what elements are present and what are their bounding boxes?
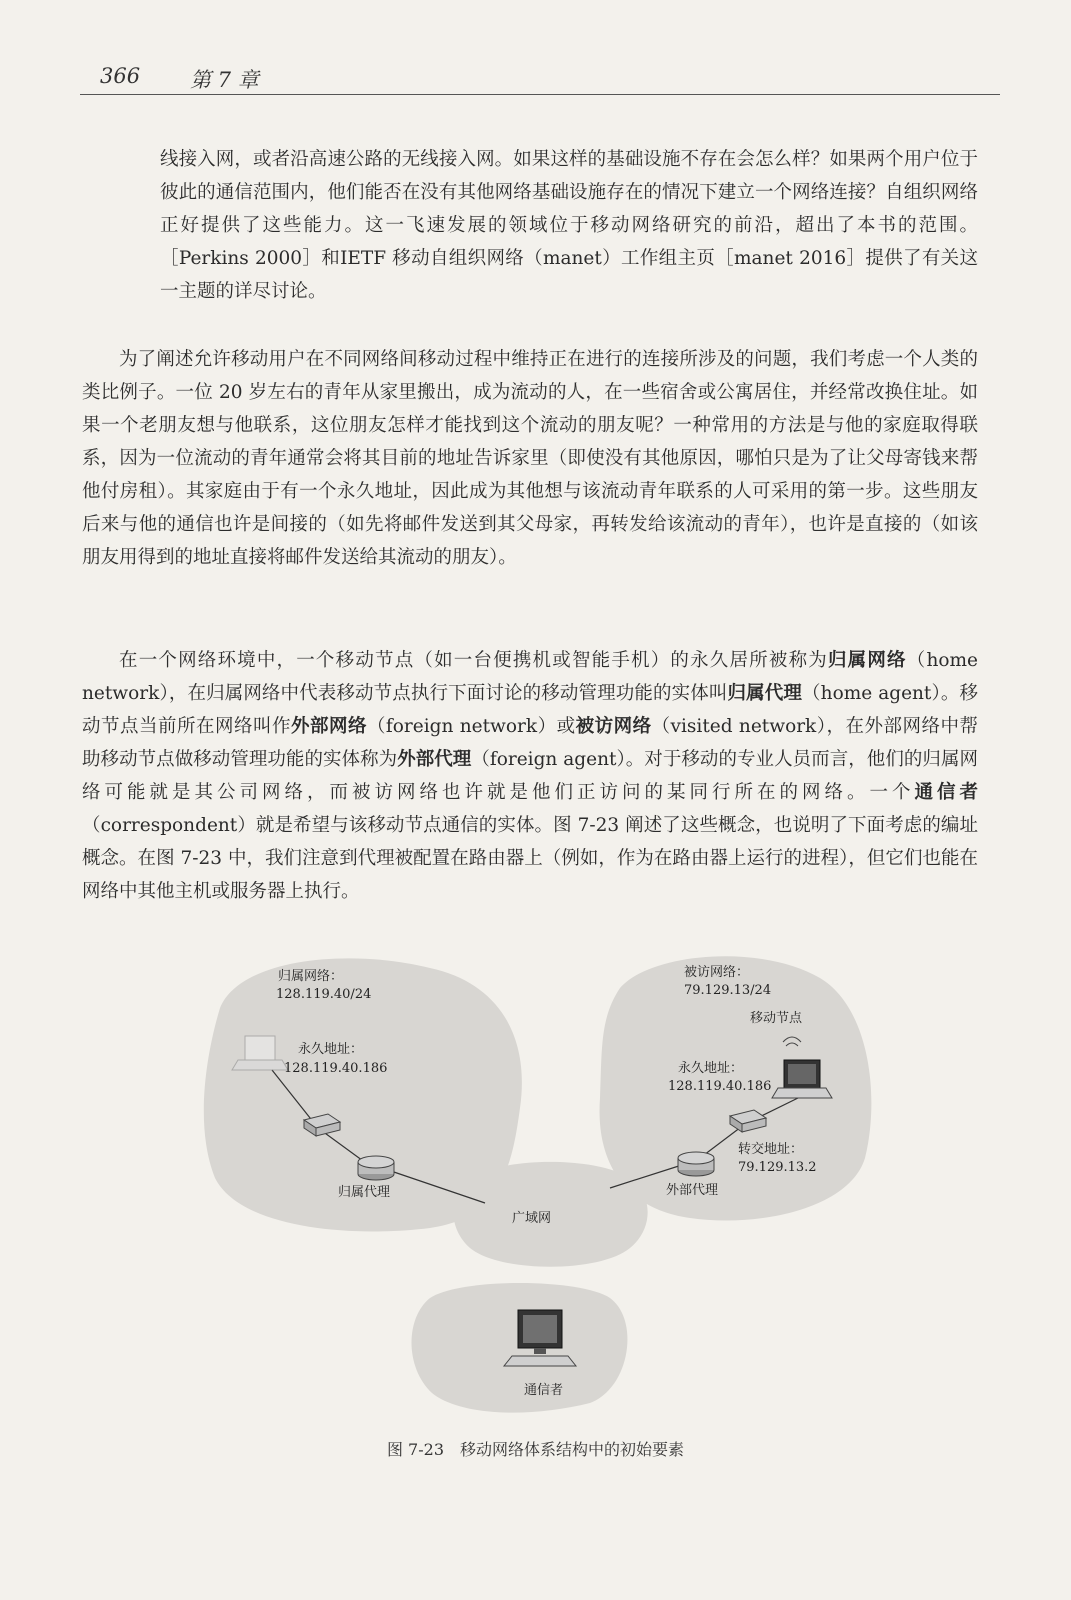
text-segment: （foreign agent）。对于移动的专业人员而言，他们的归属网络可能就是其公司网络，而被访网络也许就是他们正访问的某同行所在的网络。一个 [82,749,978,803]
paragraph-definitions [82,644,978,908]
mobile-node-label: 移动节点 [750,1011,803,1026]
chapter-title: 第 7 章 [190,68,259,92]
foreign-agent-label: 外部代理 [666,1183,719,1198]
paragraph-analogy: 为了阐述允许移动用户在不同网络间移动过程中维持正在进行的连接所涉及的问题，我们考虑一个人类的类比例子。一位 20 岁左右的青年从家里搬出，成为流动的人，在一些宿舍或公寓居住，并经常改换住址。如果一个老朋友想与他联系，这位朋友怎样才能找到这个流动的朋友呢？一种常用的方法是与他的家庭取得联系，因为一位流动的青年通常会将其目前的地址告诉家里（即使没有其他原因，哪怕只是为了让父母寄钱来帮他付房租）。其家庭由于有一个永久地址，因此成为其他想与该流动青年联系的人可采用的第一步。这些朋友后来与他的通信也许是间接的（如先将邮件发送到其父母家，再转发给该流动的青年），也许是直接的（如该朋友用得到的地址直接将邮件发送给其流动的朋友）。 [82,349,978,568]
correspondent-label: 通信者 [524,1383,564,1398]
text-segment: （foreign network）或 [366,716,576,737]
home-permanent-address: 128.119.40.186 [284,1061,388,1076]
home-permanent-label: 永久地址： [298,1042,364,1057]
home-network-address: 128.119.40/24 [276,987,372,1002]
term-foreign-network: 外部网络 [290,716,367,737]
term-home-agent: 归属代理 [727,683,803,704]
visited-permanent-address: 128.119.40.186 [668,1079,772,1094]
text-segment: （home agent）。移动节点当前所在网络叫作 [82,683,978,737]
page-number: 366 [100,64,141,88]
text-segment: （home network），在归属网络中代表移动节点执行下面讨论的移动管理功能的实体叫 [82,650,978,704]
text-segment: （visited network），在外部网络中帮助移动节点做移动管理功能的实体称为 [82,716,978,770]
mobile-network-figure [200,948,880,1418]
home-network-label: 归属网络： [278,969,344,984]
home-agent-label: 归属代理 [338,1185,391,1200]
page-header [80,60,1000,95]
home-router-icon [358,1156,394,1180]
intro-block: 线接入网，或者沿高速公路的无线接入网。如果这样的基础设施不存在会怎么样？如果两个用户位于彼此的通信范围内，他们能否在没有其他网络基础设施存在的情况下建立一个网络连接？自组织网络正好提供了这些能力。这一飞速发展的领域位于移动网络研究的前沿，超出了本书的范围。［Perkins 2000］和IETF 移动自组织网络（manet）工作组主页［manet 2016］提供了有关这一主题的详尽讨论。 [160,149,978,302]
visited-network-label: 被访网络： [684,965,750,980]
term-foreign-agent: 外部代理 [397,749,472,770]
visited-permanent-label: 永久地址： [678,1061,744,1076]
wan-label: 广域网 [512,1211,552,1226]
term-home-network: 归属网络 [827,650,907,671]
figure-caption: 图 7-23 移动网络体系结构中的初始要素 [386,1440,685,1459]
care-of-address: 79.129.13.2 [738,1160,817,1175]
term-correspondent: 通信者 [914,782,978,803]
care-of-label: 转交地址： [738,1142,804,1157]
foreign-router-icon [678,1152,714,1176]
term-visited-network: 被访网络 [575,716,652,737]
text-segment: 在一个网络环境中，一个移动节点（如一台便携机或智能手机）的永久居所被称为 [119,650,828,671]
visited-network-address: 79.129.13/24 [684,983,772,998]
text-segment: （correspondent）就是希望与该移动节点通信的实体。图 7-23 阐述了这些概念，也说明了下面考虑的编址概念。在图 7-23 中，我们注意到代理被配置在路由器上（例如，作为在路由器上运行的进程），但它们也能在网络中其他主机或服务器上执行。 [82,815,978,902]
